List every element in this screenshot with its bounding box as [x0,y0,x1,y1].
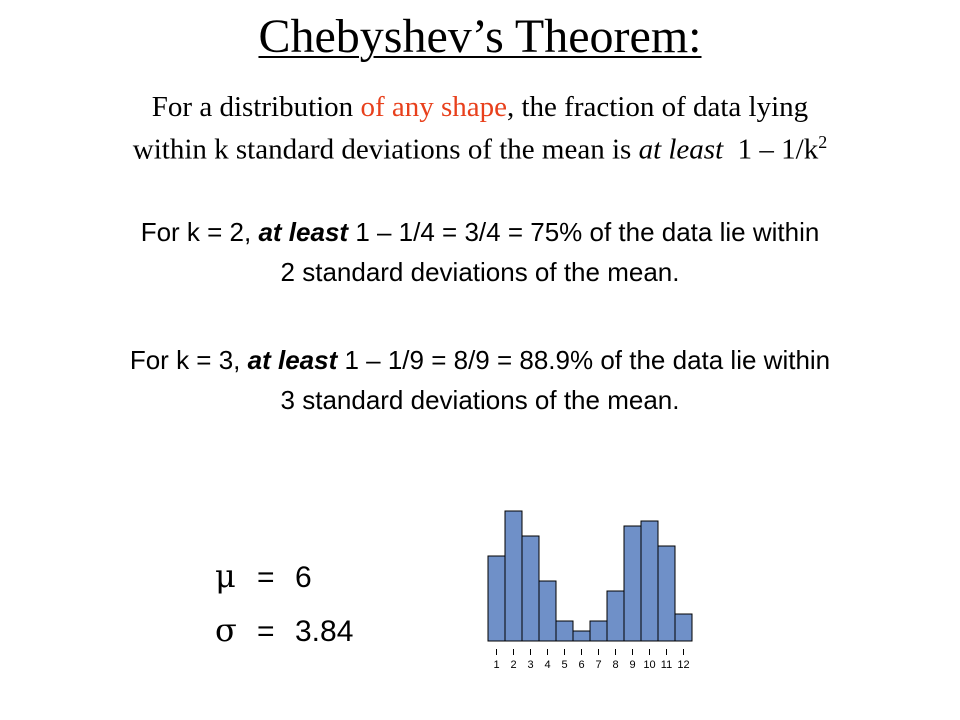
theorem-text-2: , the fraction of data lying [507,91,809,123]
mean-equals: = [257,561,275,594]
x-tick-label: 10 [643,659,656,671]
histogram-bar [556,621,573,641]
example-k3-prefix: For k = 3, [129,345,241,375]
x-tick-label: 3 [527,659,534,671]
theorem-statement [0,90,960,168]
x-tick-label: 6 [578,659,585,671]
x-tick-label: 8 [612,659,619,671]
summary-stats [215,550,353,658]
histogram-bar [658,546,675,641]
histogram-bar [539,581,556,641]
example-k3 [0,340,960,420]
histogram-bar [607,591,624,641]
theorem-accent-text: of any shape [360,91,507,123]
sigma-symbol: σ [215,611,237,649]
sd-row [215,604,353,658]
slide-title-text: Chebyshev’s Theorem: [258,10,702,63]
x-tick-label: 4 [544,659,551,671]
theorem-text-1: For a distribution [151,91,354,123]
example-k3-line-1 [0,340,960,380]
theorem-exponent: 2 [818,132,828,152]
sd-value: 3.84 [295,615,354,648]
x-tick-label: 9 [629,659,636,671]
x-tick-label: 1 [493,659,500,671]
example-k2-emphasis: at least [258,217,349,247]
example-k3-rest: 1 – 1/9 = 8/9 = 88.9% of the data lie within [344,345,831,375]
slide-title [0,8,960,66]
x-tick-label: 2 [510,659,517,671]
theorem-line-1 [0,90,960,125]
theorem-text-3: within k standard deviations of the mean is [132,133,632,166]
histogram-chart [484,505,700,675]
example-k3-emphasis: at least [247,345,338,375]
theorem-line-2 [0,125,960,168]
mu-symbol: μ [215,557,236,595]
x-tick-label: 5 [561,659,568,671]
mean-row [215,550,353,604]
histogram-bar [522,536,539,641]
x-tick-label: 7 [595,659,602,671]
histogram-bar [641,521,658,641]
histogram-bar [505,511,522,641]
example-k2-prefix: For k = 2, [140,217,252,247]
mean-value: 6 [295,561,312,594]
example-k2-rest: 1 – 1/4 = 3/4 = 75% of the data lie within [355,217,820,247]
example-k3-line-2: 3 standard deviations of the mean. [280,385,680,415]
histogram-bar [675,614,692,641]
x-tick-label: 11 [660,659,673,671]
example-k2 [0,212,960,292]
x-tick-label: 12 [677,659,690,671]
example-k2-line-2: 2 standard deviations of the mean. [280,257,680,287]
histogram-bar [624,526,641,641]
example-k2-line-1 [0,212,960,252]
histogram-bar [590,621,607,641]
theorem-emphasis: at least [638,133,724,166]
sd-equals: = [257,615,275,648]
histogram-bar [488,556,505,641]
theorem-formula: 1 – 1/k [737,133,819,166]
histogram-bar [573,631,590,641]
